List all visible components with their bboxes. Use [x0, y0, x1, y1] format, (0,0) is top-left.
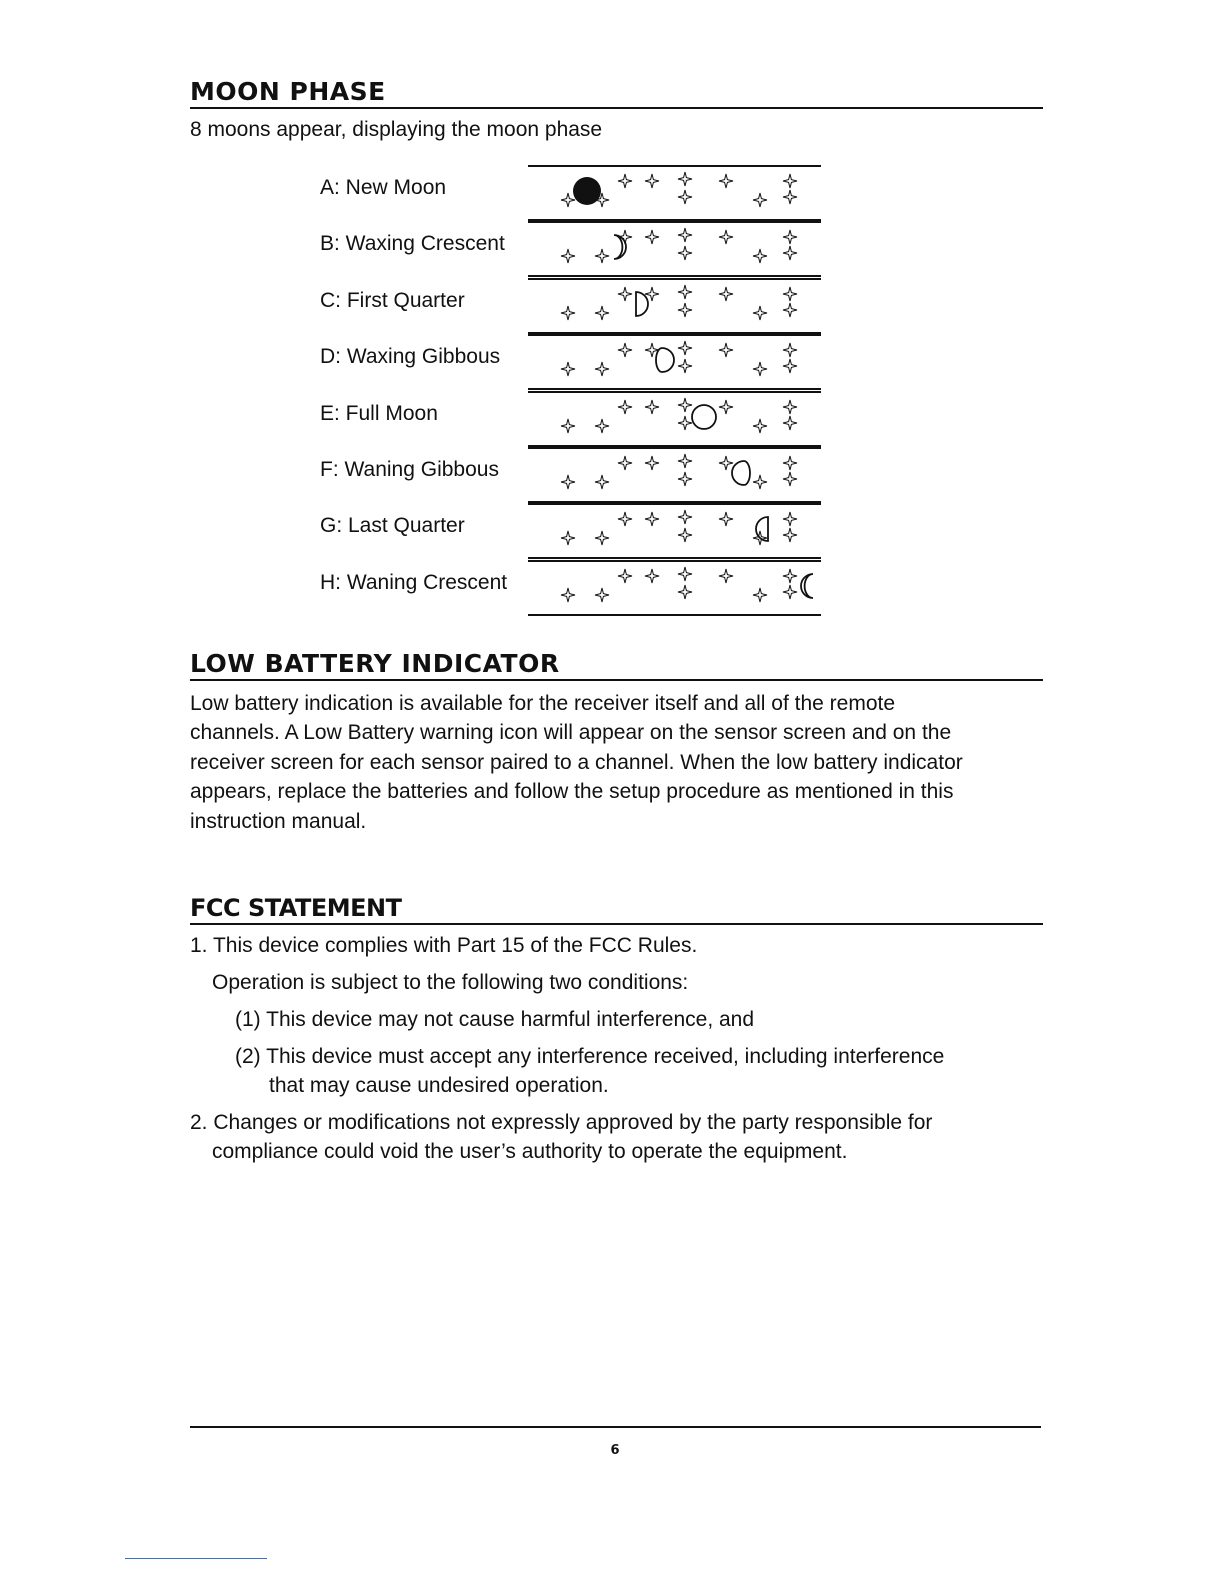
star-icon: [783, 472, 797, 486]
star-icon: [645, 230, 659, 244]
star-icon: [783, 512, 797, 526]
star-icon: [561, 475, 575, 489]
star-icon: [678, 528, 692, 542]
paragraph-line: receiver screen for each sensor paired to a channel. When the low battery indicator: [190, 750, 963, 774]
star-icon: [719, 287, 733, 301]
star-icon: [783, 246, 797, 260]
moon-phase-display-strip: [528, 447, 821, 503]
moon-phase-graphic: [528, 562, 821, 614]
star-icon: [561, 588, 575, 602]
moon-phase-heading: MOON PHASE: [190, 79, 1043, 109]
star-icon: [595, 588, 609, 602]
star-icon: [678, 416, 692, 430]
star-icon: [783, 174, 797, 188]
star-icon: [618, 512, 632, 526]
star-icon: [561, 306, 575, 320]
star-icon: [719, 174, 733, 188]
star-icon: [678, 285, 692, 299]
star-icon: [618, 569, 632, 583]
star-icon: [783, 230, 797, 244]
moon-phase-display-strip: [528, 391, 821, 447]
fcc-heading: FCC STATEMENT: [190, 896, 1043, 925]
star-icon: [678, 585, 692, 599]
star-icon: [678, 398, 692, 412]
star-icon: [719, 400, 733, 414]
star-icon: [618, 343, 632, 357]
star-icon: [753, 419, 767, 433]
star-icon: [645, 174, 659, 188]
star-icon: [678, 172, 692, 186]
star-icon: [719, 343, 733, 357]
moon-phase-graphic: [528, 223, 821, 275]
star-icon: [753, 193, 767, 207]
star-icon: [561, 193, 575, 207]
star-icon: [595, 306, 609, 320]
star-icon: [645, 400, 659, 414]
star-icon: [678, 190, 692, 204]
moon-phase-label: D: Waxing Gibbous: [320, 345, 501, 369]
star-icon: [783, 303, 797, 317]
waxing-crescent-moon-icon: [614, 235, 626, 259]
fcc-item-1: 1. This device complies with Part 15 of the FCC Rules.: [190, 934, 698, 957]
star-icon: [678, 472, 692, 486]
star-icon: [618, 400, 632, 414]
low-battery-heading: LOW BATTERY INDICATOR: [190, 651, 1043, 681]
star-icon: [561, 362, 575, 376]
star-icon: [783, 416, 797, 430]
star-icon: [753, 306, 767, 320]
low-battery-paragraph: [190, 689, 1040, 836]
star-icon: [618, 287, 632, 301]
star-icon: [678, 228, 692, 242]
moon-phase-graphic: [528, 449, 821, 501]
star-icon: [561, 419, 575, 433]
full-moon-icon: [692, 405, 716, 429]
star-icon: [595, 531, 609, 545]
star-icon: [595, 475, 609, 489]
moon-phase-label: C: First Quarter: [320, 288, 465, 312]
paragraph-line: appears, replace the batteries and follow the setup procedure as mentioned in this: [190, 780, 954, 804]
moon-phase-graphic: [528, 336, 821, 388]
moon-phase-label: E: Full Moon: [320, 401, 438, 425]
star-icon: [645, 569, 659, 583]
first-quarter-moon-icon: [636, 292, 648, 316]
moon-phase-graphic: [528, 505, 821, 557]
star-icon: [561, 249, 575, 263]
star-icon: [753, 249, 767, 263]
star-icon: [783, 400, 797, 414]
star-icon: [783, 190, 797, 204]
moon-phase-display-strip: [528, 503, 821, 559]
star-icon: [678, 303, 692, 317]
star-icon: [783, 528, 797, 542]
star-icon: [753, 475, 767, 489]
fcc-condition-2-cont: that may cause undesired operation.: [269, 1074, 609, 1097]
waning-crescent-moon-icon: [801, 574, 813, 598]
moon-phase-graphic: [528, 393, 821, 445]
paragraph-line: instruction manual.: [190, 809, 367, 833]
star-icon: [561, 531, 575, 545]
star-icon: [678, 454, 692, 468]
page-number: 6: [610, 1443, 620, 1458]
star-icon: [719, 456, 733, 470]
fcc-item-2: 2. Changes or modifications not expressly approved by the party responsible for: [190, 1111, 933, 1134]
moon-phase-label: F: Waning Gibbous: [320, 458, 499, 481]
moon-phase-label: B: Waxing Crescent: [320, 232, 505, 256]
star-icon: [645, 512, 659, 526]
paragraph-line: Low battery indication is available for the receiver itself and all of the remote: [190, 692, 896, 715]
fcc-item-1-sub: Operation is subject to the following two conditions:: [212, 971, 689, 994]
scan-edge-line: [125, 1558, 267, 1559]
moon-phase-display-strip: [528, 221, 821, 277]
fcc-item-2-cont: compliance could void the user’s authority to operate the equipment.: [212, 1140, 848, 1163]
star-icon: [595, 249, 609, 263]
star-icon: [595, 419, 609, 433]
fcc-condition-1: (1) This device may not cause harmful interference, and: [235, 1008, 755, 1031]
waxing-gibbous-moon-icon: [656, 348, 674, 372]
moon-phase-graphic: [528, 167, 821, 219]
moon-phase-display-strip: [528, 165, 821, 221]
star-icon: [618, 456, 632, 470]
star-icon: [678, 246, 692, 260]
star-icon: [753, 588, 767, 602]
moon-phase-display-strip: [528, 560, 821, 616]
star-icon: [783, 456, 797, 470]
star-icon: [719, 230, 733, 244]
moon-phase-label: G: Last Quarter: [320, 514, 465, 538]
footer-divider: [190, 1426, 1041, 1428]
star-icon: [678, 341, 692, 355]
star-icon: [645, 456, 659, 470]
star-icon: [783, 569, 797, 583]
moon-phase-display-strip: [528, 334, 821, 390]
star-icon: [783, 359, 797, 373]
star-icon: [719, 512, 733, 526]
star-icon: [678, 359, 692, 373]
star-icon: [678, 510, 692, 524]
star-icon: [783, 343, 797, 357]
star-icon: [783, 585, 797, 599]
star-icon: [595, 362, 609, 376]
moon-phase-display-strip: [528, 278, 821, 334]
star-icon: [678, 567, 692, 581]
moon-phase-intro: 8 moons appear, displaying the moon phase: [190, 118, 603, 141]
star-icon: [719, 569, 733, 583]
moon-phase-label: A: New Moon: [320, 176, 447, 199]
paragraph-line: channels. A Low Battery warning icon will appear on the sensor screen and on the: [190, 721, 952, 745]
waning-gibbous-moon-icon: [732, 461, 750, 485]
moon-phase-label: H: Waning Crescent: [320, 570, 508, 594]
star-icon: [753, 362, 767, 376]
star-icon: [618, 174, 632, 188]
fcc-condition-2: (2) This device must accept any interference received, including interference: [235, 1045, 945, 1068]
new-moon-icon: [573, 177, 601, 205]
star-icon: [783, 287, 797, 301]
moon-phase-graphic: [528, 280, 821, 332]
